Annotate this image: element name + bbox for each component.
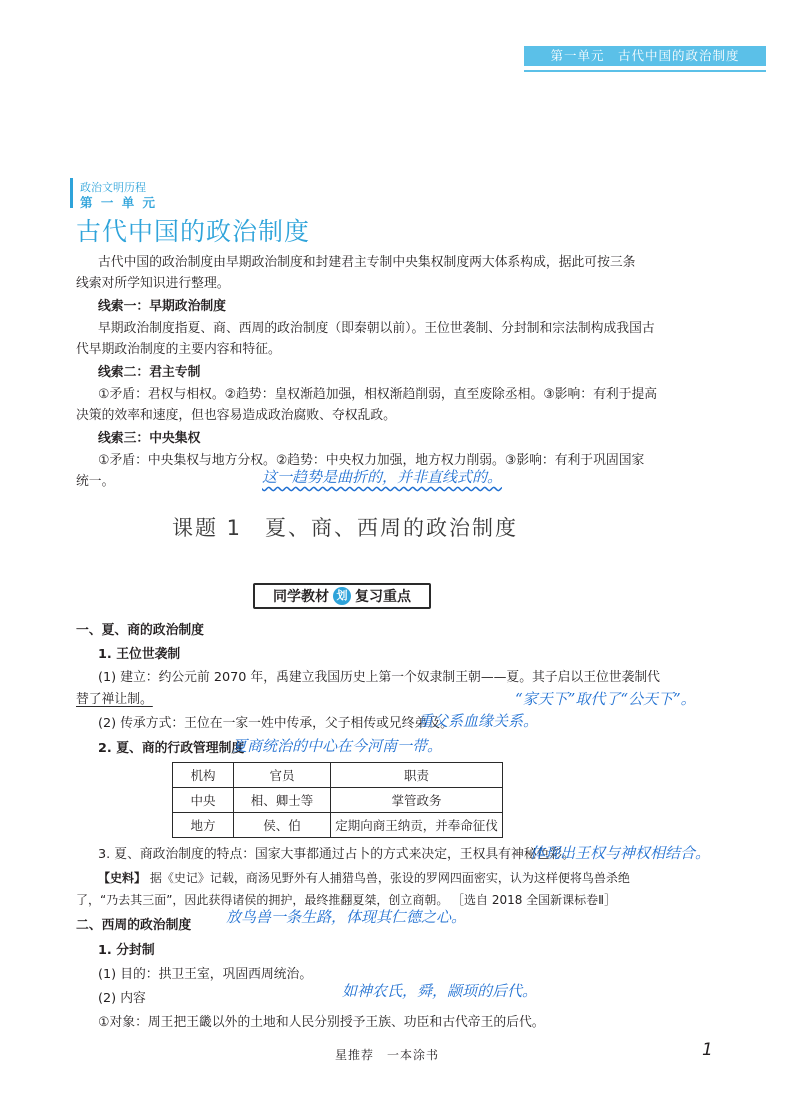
- handwritten-note-benevolence: 放鸟兽一条生路，体现其仁德之心。: [226, 908, 467, 926]
- source-line-2: 了，“乃去其三面”，因此获得诸侯的拥护，最终推翻夏桀，创立商朝。: [76, 893, 449, 907]
- review-banner: [253, 583, 431, 609]
- lesson-title: 课题 1 夏、商、西周的政治制度: [172, 516, 519, 540]
- section-2-heading: 二、西周的政治制度: [76, 918, 192, 933]
- source-reference: ［选自 2018 全国新课标卷Ⅱ］: [452, 893, 617, 907]
- intro-line-2: 线索对所学知识进行整理。: [76, 276, 230, 291]
- banner-right: 复习重点: [355, 589, 411, 605]
- handwritten-note-henan: 夏商统治的中心在今河南一带。: [232, 737, 443, 755]
- clue-2-line-1: ①矛盾：君权与相权。②趋势：皇权渐趋加强，相权渐趋削弱，直至废除丞相。③影响：有利于提高: [98, 387, 658, 402]
- s1-line-1: (1) 建立：约公元前 2070 年，禹建立我国历史上第一个奴隶制王朝——夏。其子启以王位世袭制代: [98, 670, 660, 685]
- unit-name: 第 一 单 元: [80, 195, 158, 210]
- header-rule: [524, 70, 766, 72]
- s1-line-2: 替了禅让制。: [76, 692, 153, 707]
- handwritten-note-trend: 这一趋势是曲折的，并非直线式的。: [262, 468, 503, 486]
- handwritten-note-bloodline: 重父系血缘关系。: [418, 712, 539, 730]
- table-cell: 定期向商王纳贡，并奉命征伐: [331, 813, 503, 838]
- table-cell: 掌管政务: [331, 788, 503, 813]
- table-header-cell: 职责: [331, 763, 503, 788]
- banner-left: 同学教材: [273, 589, 329, 605]
- clue-3-line-1: ①矛盾：中央集权与地方分权。②趋势：中央权力加强，地方权力削弱。③影响：有利于巩固国家: [98, 453, 645, 468]
- s2-content: (2) 内容: [98, 991, 146, 1006]
- s1-line-3: (2) 传承方式：王位在一家一姓中传承，父子相传或兄终弟及。: [98, 716, 453, 731]
- footer-brand: 星推荐 一本涂书: [335, 1048, 440, 1062]
- source-label: 【史料】: [98, 871, 147, 885]
- clue-2-line-2: 决策的效率和速度，但也容易造成政治腐败、夺权乱政。: [76, 408, 396, 423]
- clue-3-line-2: 统一。: [76, 474, 115, 489]
- s2-object: ①对象：周王把王畿以外的土地和人民分别授予王族、功臣和古代帝王的后代。: [98, 1015, 545, 1030]
- page-title: 古代中国的政治制度: [76, 217, 311, 246]
- unit-kicker: 政治文明历程: [80, 181, 146, 194]
- admin-table: [172, 762, 503, 838]
- clue-2-title: 线索二：君主专制: [98, 365, 201, 380]
- handwritten-note-descendants: 如神农氏，舜，颛顼的后代。: [342, 982, 538, 1000]
- table-header-row: [173, 763, 503, 788]
- source-text-1: 据《史记》记载，商汤见野外有人捕猎鸟兽，张设的罗网四面密实，认为这样便将鸟兽杀绝: [149, 871, 630, 885]
- chapter-header-band: 第一单元 古代中国的政治制度: [524, 46, 766, 66]
- clue-1-title: 线索一：早期政治制度: [98, 299, 226, 314]
- table-cell: 相、卿士等: [234, 788, 331, 813]
- section-1-heading: 一、夏、商的政治制度: [76, 623, 204, 638]
- s2-purpose: (1) 目的：拱卫王室，巩固西周统治。: [98, 967, 313, 982]
- handwritten-note-theocracy: 体现出王权与神权相结合。: [530, 844, 711, 862]
- table-row: [173, 813, 503, 838]
- table-cell: 中央: [173, 788, 234, 813]
- source-line-1: [98, 868, 630, 889]
- table-cell: 地方: [173, 813, 234, 838]
- page-number: 1: [702, 1040, 713, 1060]
- clue-1-line-1: 早期政治制度指夏、商、西周的政治制度（即秦朝以前）。王位世袭制、分封制和宗法制构成我国古: [98, 321, 655, 336]
- clue-1-line-2: 代早期政治制度的主要内容和特征。: [76, 342, 281, 357]
- handwritten-note-jiatianxia: “家天下”取代了“公天下”。: [515, 690, 696, 708]
- table-cell: 侯、伯: [234, 813, 331, 838]
- subsection-1-3: 3. 夏、商政治制度的特点：国家大事都通过占卜的方式来决定，王权具有神秘色彩。: [98, 847, 575, 862]
- table-header-cell: 机构: [173, 763, 234, 788]
- clue-3-title: 线索三：中央集权: [98, 431, 201, 446]
- banner-bubble: 划: [333, 587, 351, 605]
- table-header-cell: 官员: [234, 763, 331, 788]
- unit-accent-bar: [70, 178, 73, 208]
- intro-line-1: 古代中国的政治制度由早期政治制度和封建君主专制中央集权制度两大体系构成，据此可按三条: [98, 255, 636, 270]
- subsection-1-2: 2. 夏、商的行政管理制度: [98, 741, 245, 756]
- subsection-2-1: 1. 分封制: [98, 943, 155, 958]
- table-row: [173, 788, 503, 813]
- subsection-1-1: 1. 王位世袭制: [98, 647, 181, 662]
